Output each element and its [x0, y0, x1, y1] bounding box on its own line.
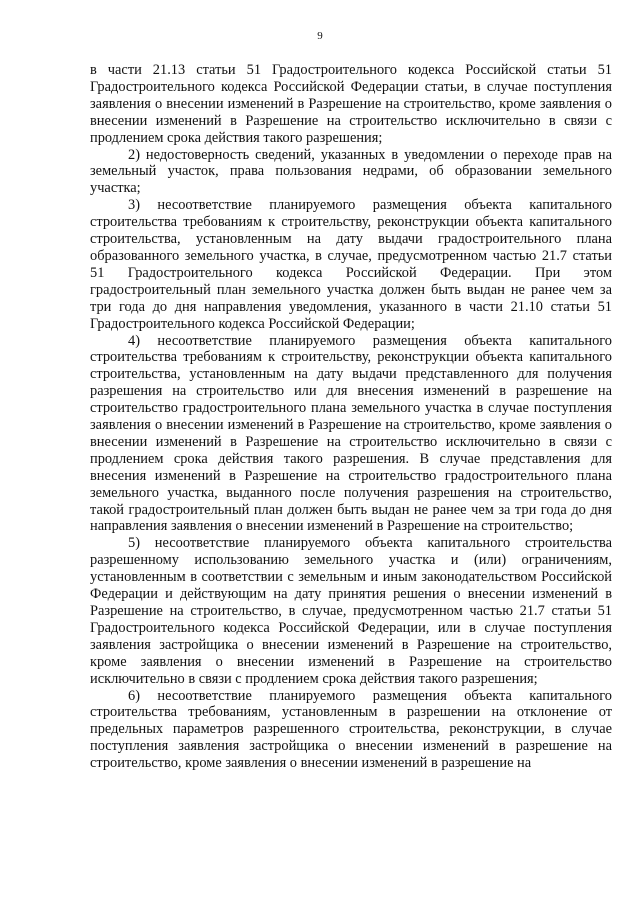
paragraph-item-4: 4) несоответствие планируемого размещения объекта капитального строительства требованиям к строительству, реконструкции объекта капитального строительства, установленным на дату выдачи представленного для получения разрешения на строительство или для внесения изменений в разрешение на строительство градостроительного плана земельного участка в случае поступления заявления о внесении изменений в Разрешение на строительство, кроме заявления о внесении изменений в Разрешение на строительство исключительно в связи с продлением срока действия такого разрешения. В случае представления для внесения изменений в Разрешение на строительство градостроительного плана земельного участка, выданного после получения разрешения на строительство, такой градостроительный план должен быть выдан не ранее чем за три года до дня направления заявления о внесении изменений в Разрешение на строительство;	[90, 332, 612, 535]
paragraph-item-3: 3) несоответствие планируемого размещения объекта капитального строительства требованиям к строительству, реконструкции объекта капитального строительства, установленным на дату выдачи градостроительного плана образованного земельного участка, в случае, предусмотренном частью 21.7 статьи 51 Градостроительного кодекса Российской Федерации. При этом градостроительный план земельного участка должен быть выдан не ранее чем за три года до дня направления уведомления, указанного в части 21.10 статьи 51 Градостроительного кодекса Российской Федерации;	[90, 197, 612, 332]
paragraph-item-2: 2) недостоверность сведений, указанных в уведомлении о переходе прав на земельный участок, права пользования недрами, об образовании земельного участка;	[90, 146, 612, 197]
paragraph-item-5: 5) несоответствие планируемого объекта капитального строительства разрешенному использованию земельного участка и (или) ограничениям, установленным в соответствии с земельным и иным законодательством Российской Федерации и действующим на дату принятия решения о внесении изменений в Разрешение на строительство, в случае, предусмотренном частью 21.7 статьи 51 Градостроительного кодекса Российской Федерации, или в случае поступления заявления застройщика о внесении изменений в Разрешение на строительство, кроме заявления о внесении изменений в Разрешение на строительство исключительно в связи с продлением срока действия такого разрешения;	[90, 535, 612, 687]
page-number: 9	[317, 30, 323, 42]
paragraph-item-6: 6) несоответствие планируемого размещения объекта капитального строительства требованиям, установленным в разрешении на отклонение от предельных параметров разрешенного строительства, реконструкции, в случае поступления заявления застройщика о внесении изменений в разрешение на строительство, кроме заявления о внесении изменений в разрешение на	[90, 687, 612, 772]
document-body	[90, 62, 612, 772]
paragraph-continuation: в части 21.13 статьи 51 Градостроительного кодекса Российской статьи 51 Градостроительного кодекса Российской Федерации статьи, в случае поступления заявления о внесении изменений в Разрешение на строительство, кроме заявления о внесении изменений в Разрешение на строительство исключительно в связи с продлением срока действия такого разрешения;	[90, 62, 612, 146]
